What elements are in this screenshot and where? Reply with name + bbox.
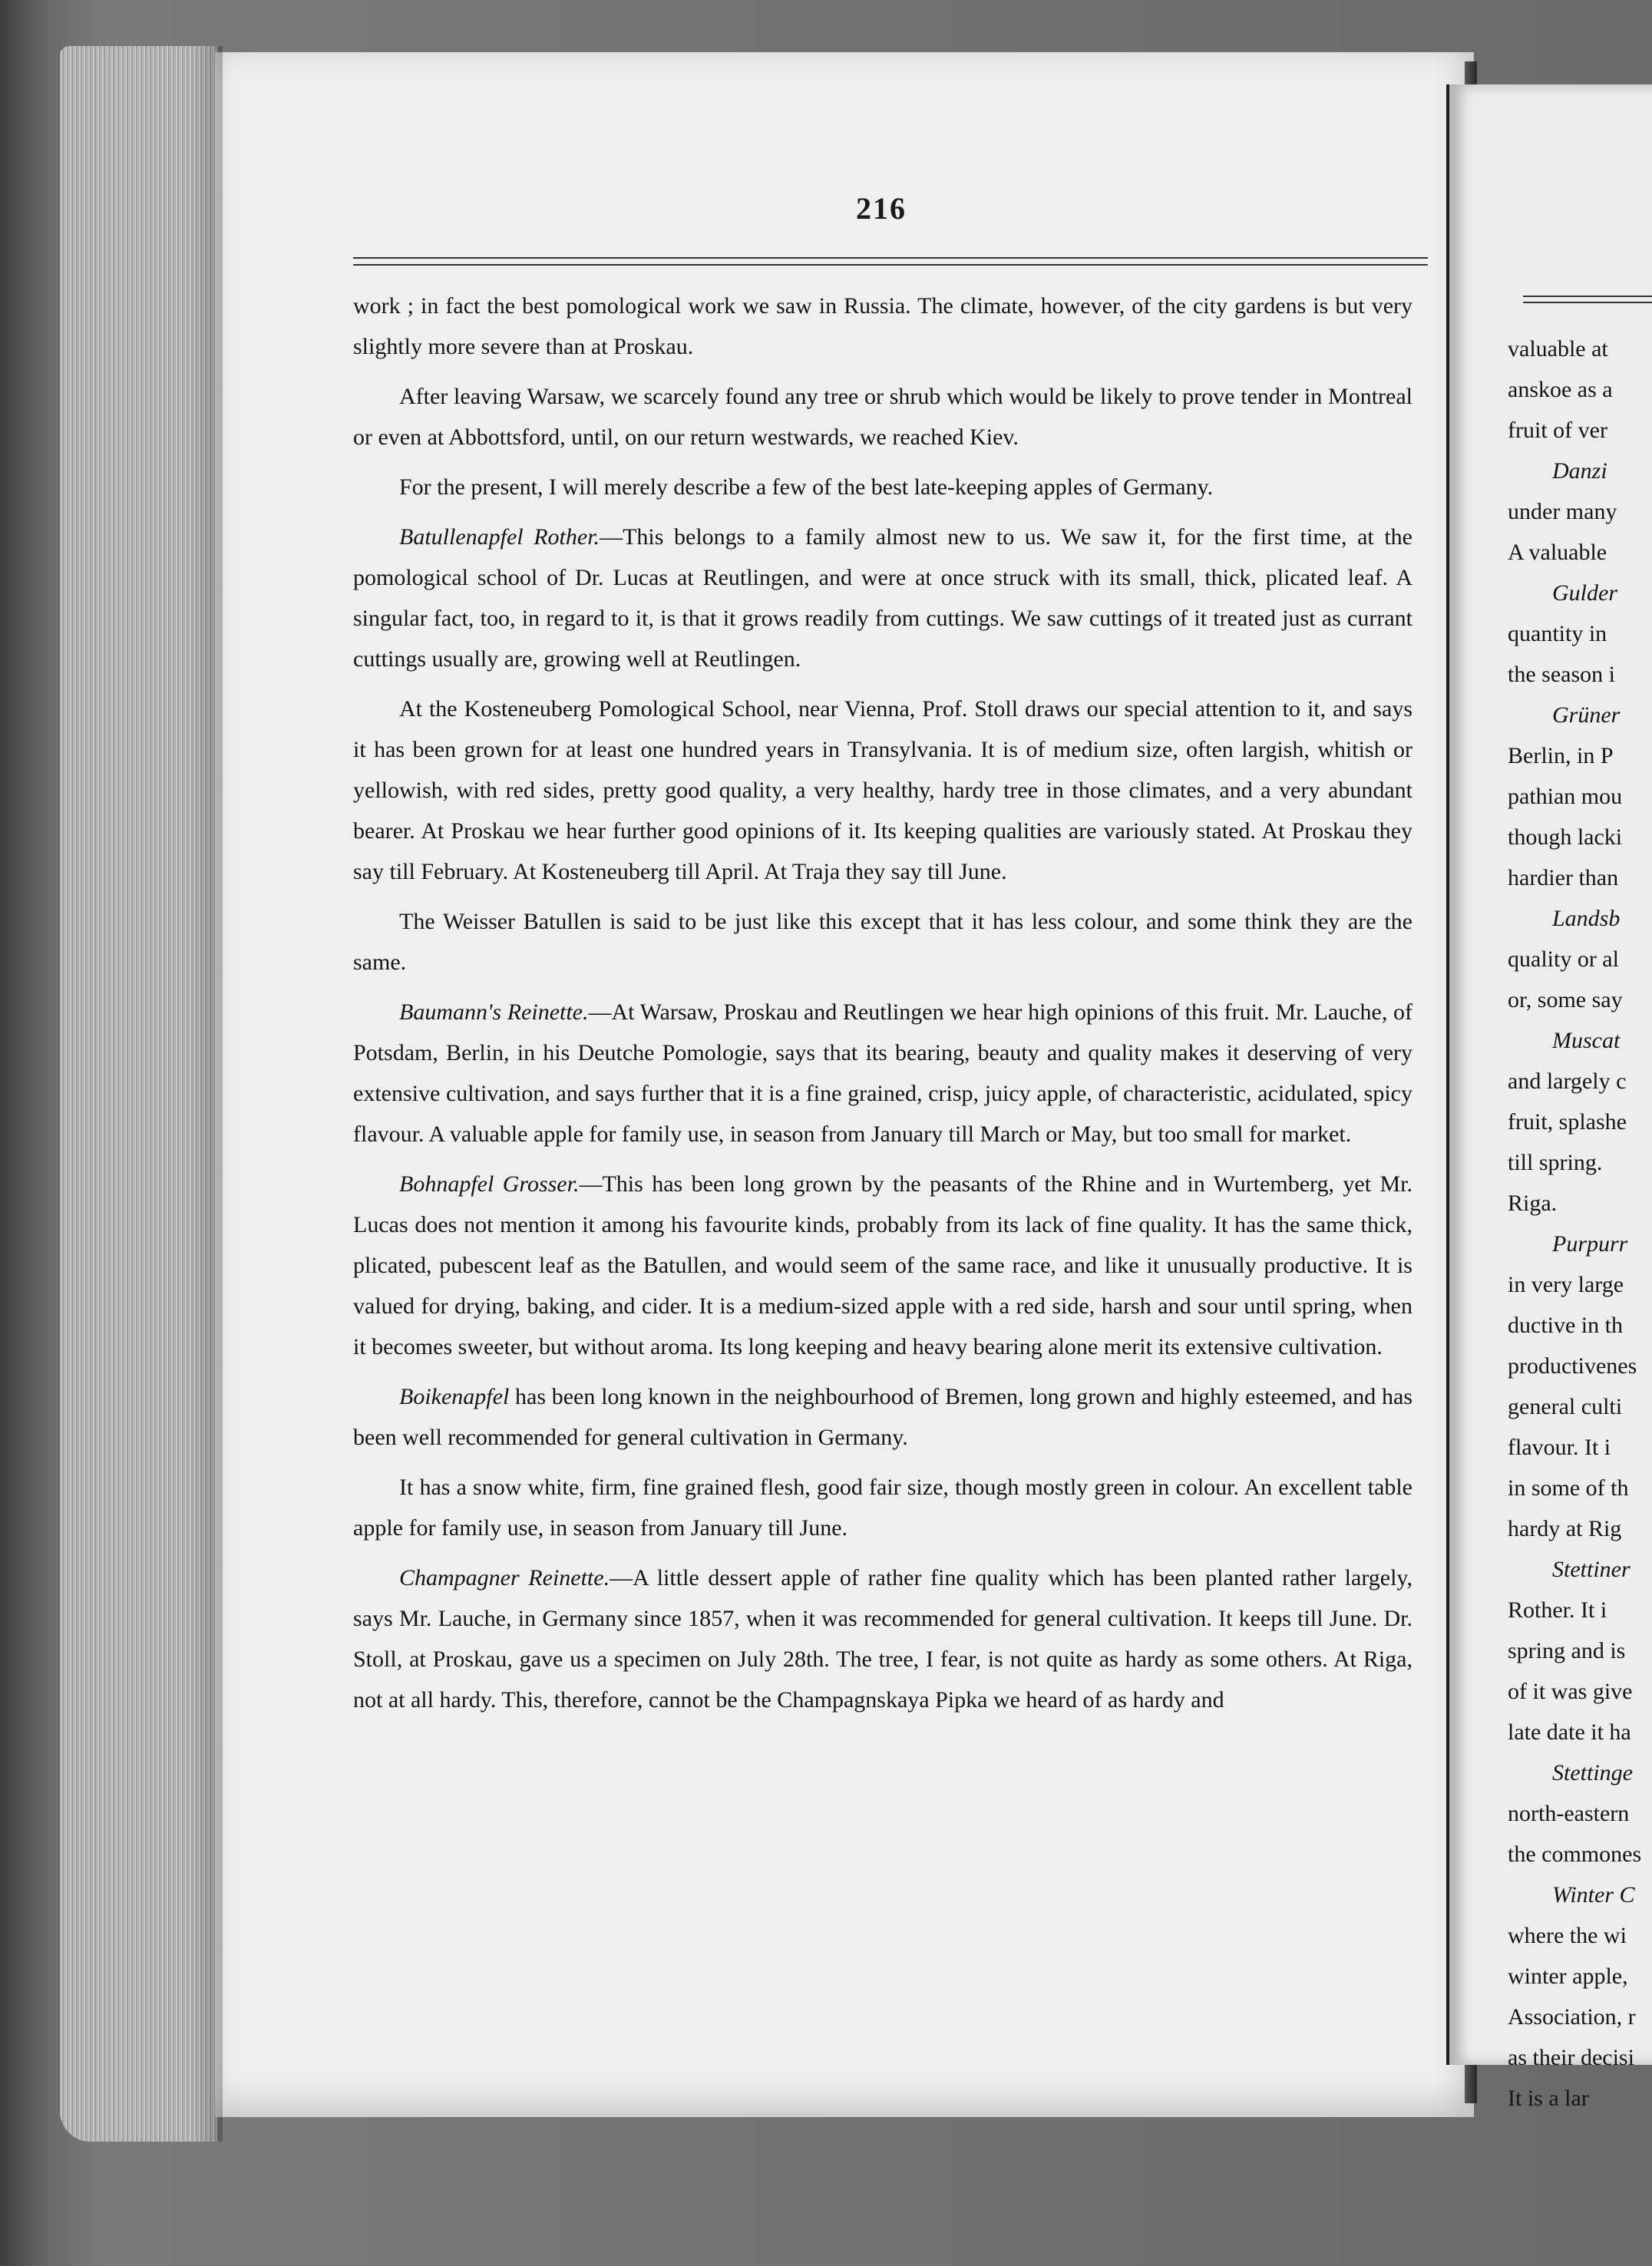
- facing-line: the commones: [1508, 1842, 1642, 1867]
- paragraph: [353, 286, 1412, 367]
- page-number: 216: [856, 191, 907, 226]
- paragraph: [353, 1557, 1412, 1720]
- paragraph: [353, 992, 1412, 1154]
- paragraph-text: —This has been long grown by the peasants of the Rhine and in Wurtemberg, yet Mr. Lucas does not mention it among his favourite kinds, probably from its lack of fine quality. It has the same thick, plicated, pubescent leaf as the Batullen, and would seem of the same race, and like it unusually productive. It is valued for drying, baking, and cider. It is a medium-sized apple with a red side, harsh and sour until spring, when it becomes sweeter, but without aroma. Its long keeping and heavy bearing alone merit its extensive cultivation.: [353, 1171, 1412, 1359]
- facing-line: Gulder: [1552, 580, 1617, 606]
- paragraph: [353, 1164, 1412, 1367]
- variety-name: Bohnapfel Grosser.: [399, 1171, 580, 1197]
- paragraph-text: —A little dessert apple of rather fine quality which has been planted rather largely, says Mr. Lauche, in Germany since 1857, when it was recommended for general cultivation. It keeps till June. Dr. Stoll, at Proskau, gave us a specimen on July 28th. The tree, I fear, is not quite as hardy as some others. At Riga, not at all hardy. This, therefore, cannot be the Champagnskaya Pipka we heard of as hardy and: [353, 1565, 1412, 1713]
- paragraph-text: —This belongs to a family almost new to us. We saw it, for the first time, at the pomological school of Dr. Lucas at Reutlingen, and were at once struck with its small, thick, plicated leaf. A singular fact, too, in regard to it, is that it grows readily from cuttings. We saw cuttings of it treated just as currant cuttings usually are, growing well at Reutlingen.: [353, 524, 1412, 672]
- paragraph-text: has been long known in the neighbourhood of Bremen, long grown and highly esteemed, and has been well recommended for general cultivation in Germany.: [353, 1384, 1412, 1450]
- facing-line: fruit, splashe: [1508, 1109, 1627, 1135]
- facing-line: pathian mou: [1508, 784, 1623, 809]
- variety-name: Baumann's Reinette.: [399, 999, 589, 1025]
- paragraph-text: At the Kosteneuberg Pomological School, near Vienna, Prof. Stoll draws our special attention to it, and says it has been grown for at least one hundred years in Transylvania. It is of medium size, often largish, whitish or yellowish, with red sides, pretty good quality, a very healthy, hardy tree in those climates, and a very abundant bearer. At Proskau we hear further good opinions of it. Its keeping qualities are variously stated. At Proskau they say till February. At Kosteneuberg till April. At Traja they say till June.: [353, 696, 1412, 884]
- facing-line: Riga.: [1508, 1191, 1558, 1216]
- facing-line: ductive in th: [1508, 1313, 1623, 1338]
- facing-line: Association, r: [1508, 2004, 1636, 2030]
- facing-line: fruit of ver: [1508, 418, 1607, 443]
- facing-line: late date it ha: [1508, 1719, 1631, 1745]
- variety-name: Batullenapfel Rother.: [399, 524, 600, 550]
- facing-line: in very large: [1508, 1272, 1624, 1297]
- facing-line: A valuable: [1508, 540, 1607, 565]
- facing-line: Rother. It i: [1508, 1597, 1607, 1623]
- facing-line: quality or al: [1508, 946, 1619, 972]
- facing-header-rule: [1523, 296, 1652, 297]
- facing-line: Danzi: [1552, 458, 1607, 484]
- facing-line: Muscat: [1552, 1028, 1621, 1053]
- facing-line: It is a lar: [1508, 2086, 1589, 2111]
- header-rule: [353, 257, 1428, 259]
- facing-line: the season i: [1508, 662, 1615, 687]
- facing-line: as their decisi: [1508, 2045, 1634, 2070]
- facing-line: productivenes: [1508, 1353, 1637, 1379]
- facing-line: in some of th: [1508, 1475, 1629, 1501]
- facing-line: general culti: [1508, 1394, 1623, 1419]
- facing-page-text: [1508, 329, 1652, 2119]
- paragraph-text: work ; in fact the best pomological work we saw in Russia. The climate, however, of the city gardens is but very slightly more severe than at Proskau.: [353, 293, 1412, 359]
- paragraph: [353, 376, 1412, 457]
- paragraph-text: It has a snow white, firm, fine grained flesh, good fair size, though mostly green in colour. An excellent table apple for family use, in season from January till June.: [353, 1475, 1412, 1541]
- page-body: [353, 286, 1412, 1720]
- facing-line: hardy at Rig: [1508, 1516, 1622, 1541]
- facing-line: under many: [1508, 499, 1617, 524]
- facing-line: north-eastern: [1508, 1801, 1630, 1826]
- facing-line: hardier than: [1508, 865, 1619, 890]
- facing-line: Winter C: [1552, 1882, 1635, 1908]
- facing-line: spring and is: [1508, 1638, 1626, 1663]
- facing-line: quantity in: [1508, 621, 1607, 646]
- facing-line: or, some say: [1508, 987, 1623, 1012]
- facing-line: where the wi: [1508, 1923, 1627, 1948]
- page-edge-shadow: [192, 46, 223, 2142]
- facing-line: anskoe as a: [1508, 377, 1613, 402]
- facing-line: Grüner: [1552, 702, 1621, 728]
- facing-line: Berlin, in P: [1508, 743, 1614, 768]
- header-rule-double: [353, 264, 1428, 266]
- variety-name: Boikenapfel: [399, 1384, 510, 1409]
- facing-line: till spring.: [1508, 1150, 1603, 1175]
- paragraph-text: —At Warsaw, Proskau and Reutlingen we hear high opinions of this fruit. Mr. Lauche, of Potsdam, Berlin, in his Deutche Pomologie, says that its bearing, beauty and quality makes it deserving of very extensive cultivation, and says further that it is a fine grained, crisp, juicy apple, of characteristic, acidulated, spicy flavour. A valuable apple for family use, in season from January till March or May, but too small for market.: [353, 999, 1412, 1147]
- facing-line: though lacki: [1508, 824, 1623, 850]
- paragraph: [353, 1376, 1412, 1458]
- paragraph-text: After leaving Warsaw, we scarcely found any tree or shrub which would be likely to prove tender in Montreal or even at Abbottsford, until, on our return westwards, we reached Kiev.: [353, 384, 1412, 450]
- facing-line: and largely c: [1508, 1069, 1627, 1094]
- paragraph: [353, 467, 1412, 507]
- variety-name: Champagner Reinette.: [399, 1565, 610, 1590]
- facing-line: Landsb: [1552, 906, 1621, 931]
- paragraph: [353, 517, 1412, 679]
- facing-line: Stettiner: [1552, 1557, 1631, 1582]
- paragraph: [353, 689, 1412, 892]
- facing-line: Stettinge: [1552, 1760, 1633, 1785]
- facing-line: valuable at: [1508, 336, 1608, 362]
- paragraph-text: The Weisser Batullen is said to be just like this except that it has less colour, and some think they are the same.: [353, 909, 1412, 975]
- facing-line: winter apple,: [1508, 1964, 1628, 1989]
- facing-header-rule-double: [1523, 302, 1652, 303]
- facing-line: Purpurr: [1552, 1231, 1628, 1257]
- paragraph-text: For the present, I will merely describe a few of the best late-keeping apples of Germany.: [399, 474, 1214, 500]
- paragraph: [353, 901, 1412, 983]
- facing-line: flavour. It i: [1508, 1435, 1611, 1460]
- paragraph: [353, 1467, 1412, 1548]
- facing-line: of it was give: [1508, 1679, 1633, 1704]
